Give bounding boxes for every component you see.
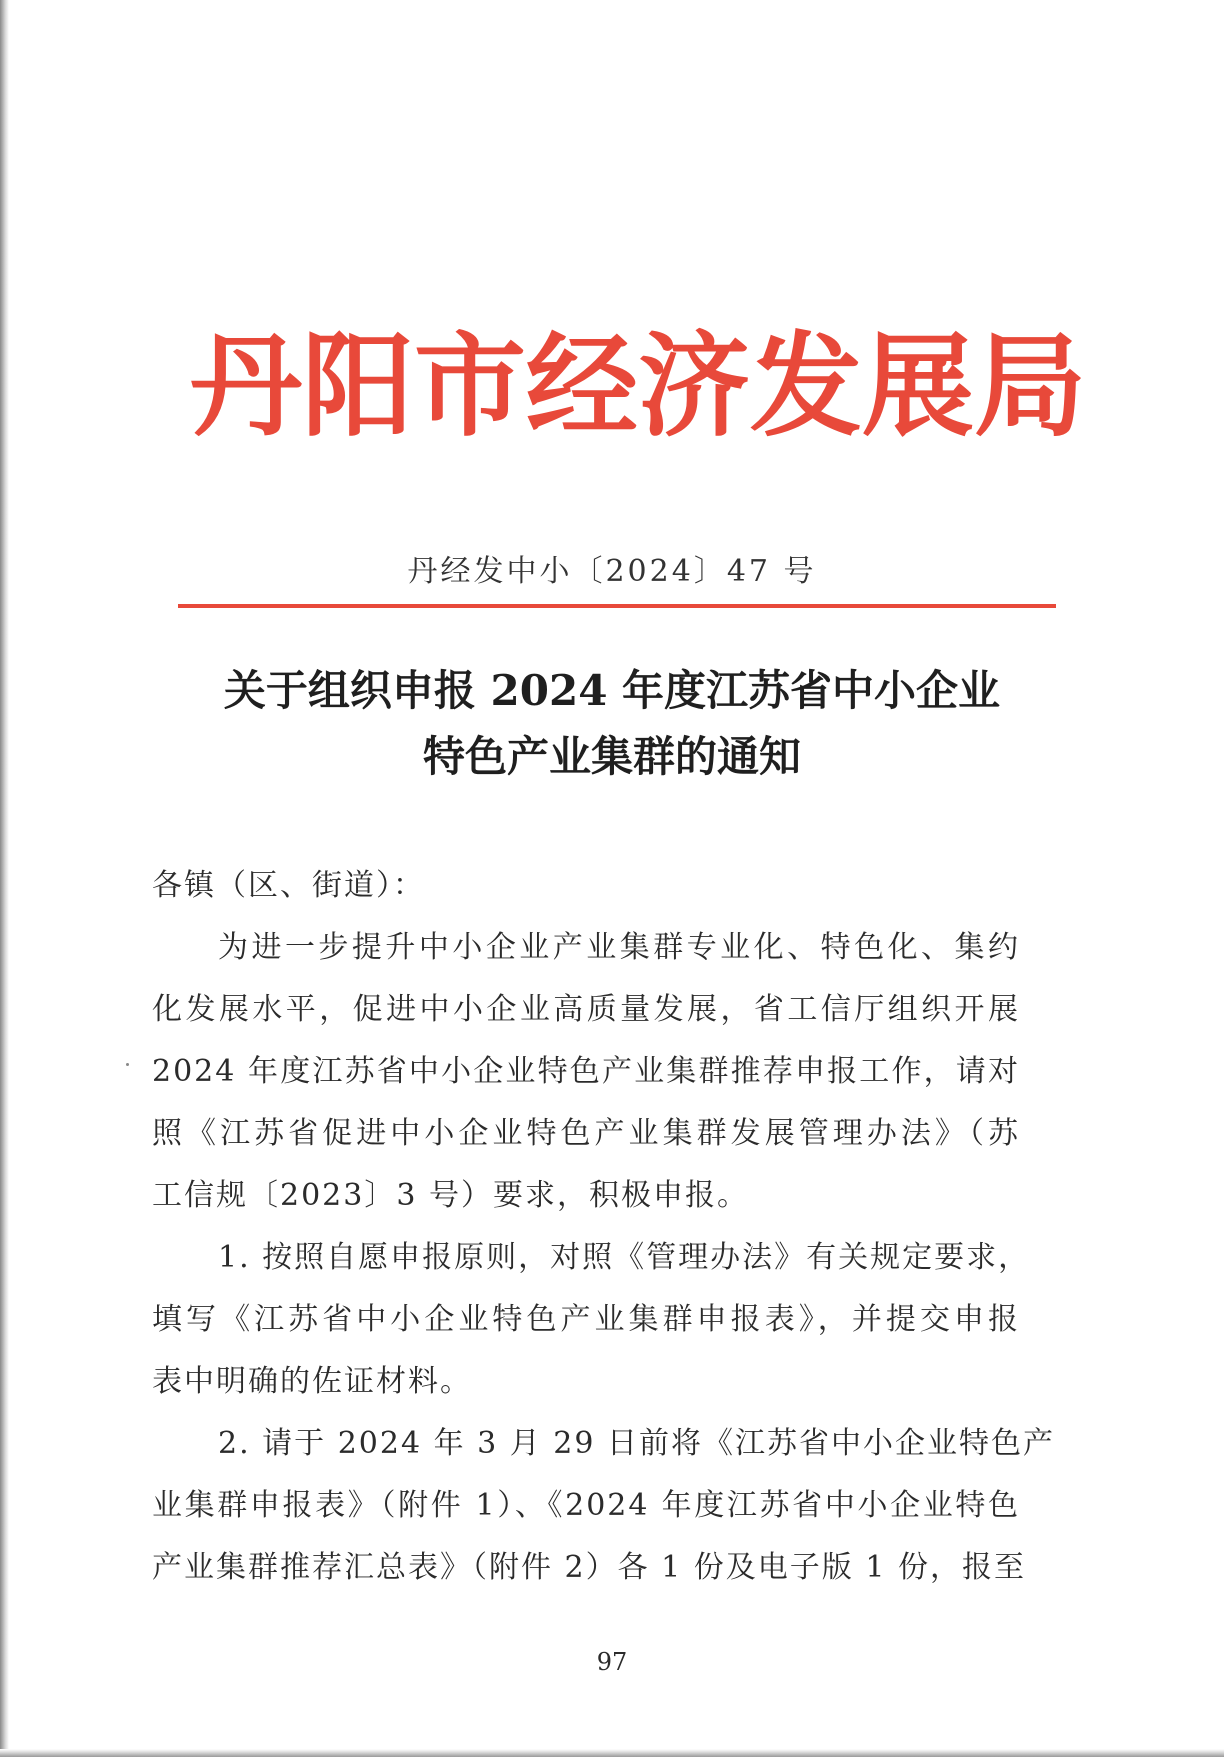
scan-edge-bottom: [0, 1749, 1224, 1757]
scan-edge-left: [0, 0, 9, 1757]
paragraph-1-line-4: 照《江苏省促进中小企业特色产业集群发展管理办法》（苏: [152, 1116, 1020, 1151]
paragraph-2-line-3: 表中明确的佐证材料。: [152, 1364, 472, 1399]
scan-speck: [126, 1063, 129, 1066]
paragraph-3-line-2: 业集群申报表》（附件 1）、《2024 年度江苏省中小企业特色: [152, 1488, 1020, 1523]
issuing-organization-title: 丹阳市经济发展局: [190, 321, 1086, 452]
paragraph-2-line-2: 填写《江苏省中小企业特色产业集群申报表》，并提交申报: [152, 1302, 1020, 1337]
paragraph-1-line-2: 化发展水平，促进中小企业高质量发展，省工信厅组织开展: [152, 992, 1020, 1027]
paragraph-3-line-3: 产业集群推荐汇总表》（附件 2）各 1 份及电子版 1 份，报至: [152, 1550, 1026, 1585]
salutation: 各镇（区、街道）：: [152, 868, 425, 903]
document-subject: [0, 658, 1224, 790]
paragraph-2-line-1: 1. 按照自愿申报原则，对照《管理办法》有关规定要求，: [218, 1240, 1031, 1275]
paragraph-1-line-1: 为进一步提升中小企业产业集群专业化、特色化、集约: [218, 930, 1020, 965]
page-number: 97: [596, 1648, 628, 1676]
subject-line-1: 关于组织申报 2024 年度江苏省中小企业: [223, 666, 1001, 715]
subject-line-2: 特色产业集群的通知: [422, 732, 801, 781]
document-number: 丹经发中小〔2024〕47 号: [407, 554, 817, 589]
paragraph-1-line-5: 工信规〔2023〕3 号）要求，积极申报。: [152, 1178, 749, 1213]
red-separator-line: [178, 604, 1056, 608]
paragraph-1-line-3: 2024 年度江苏省中小企业特色产业集群推荐申报工作，请对: [152, 1054, 1020, 1089]
document-body: [152, 855, 1055, 1599]
paragraph-3-line-1: 2. 请于 2024 年 3 月 29 日前将《江苏省中小企业特色产: [218, 1426, 1055, 1461]
